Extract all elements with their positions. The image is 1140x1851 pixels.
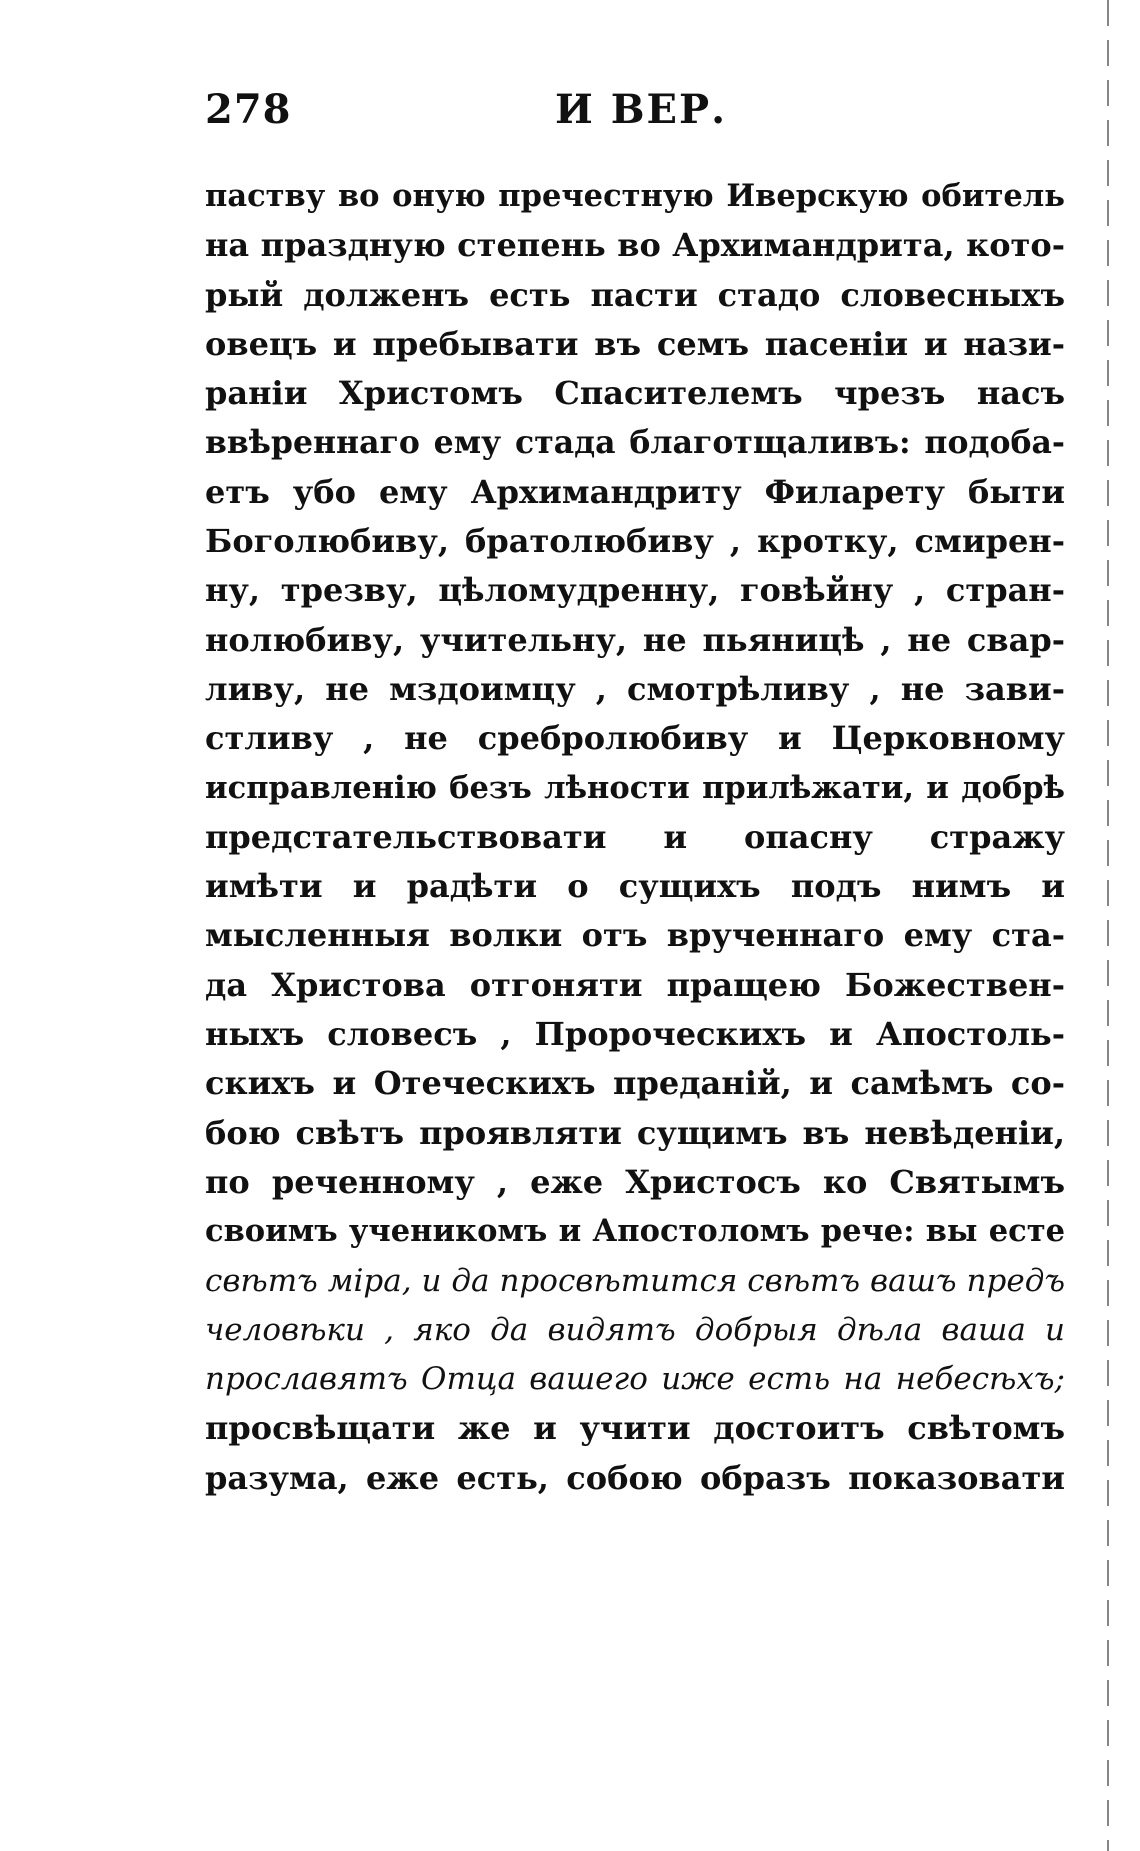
text-line: ввѣреннаго ему стада благотщаливъ: подоба- [205, 424, 1065, 462]
text-line: ну, трезву, цѣломудренну, говѣйну , стран- [205, 571, 1065, 610]
text-line: свѣтъ мiра, и да просвѣтится свѣтъ вашъ предъ [205, 1262, 1065, 1299]
text-line: етъ убо ему Архимандриту Филарету быти [205, 472, 1065, 511]
text-line: мысленныя волки отъ врученнаго ему ста- [205, 916, 1065, 955]
page-edge-shadow [1107, 0, 1109, 1851]
text-line: на праздную степень во Архимандрита, кото- [205, 226, 1065, 265]
text-line: ныхъ словесъ , Пророческихъ и Апостоль- [205, 1015, 1065, 1054]
text-line: исправленiю безъ лѣности прилѣжати, и добрѣ [205, 769, 1065, 806]
text-line: прославятъ Отца вашего иже есть на небесѣхъ; [205, 1361, 1065, 1398]
text-line: скихъ и Отеческихъ преданiй, и самѣмъ со- [205, 1064, 1065, 1103]
text-line: ливу, не мздоимцу , смотрѣливу , не зави- [205, 669, 1065, 708]
running-head: И ВЕР. [555, 86, 728, 133]
text-line: разума, еже есть, собою образъ показовати [205, 1458, 1065, 1497]
text-line: нолюбиву, учительну, не пьяницѣ , не свар- [205, 620, 1065, 659]
text-line: своимъ ученикомъ и Апостоломъ рече: вы есте [205, 1213, 1065, 1250]
page-number: 278 [205, 86, 292, 133]
text-line: имѣти и радѣти о сущихъ подъ нимъ и [205, 867, 1065, 906]
body-text [205, 172, 1065, 1503]
text-line: овецъ и пребывати въ семъ пасенiи и нази- [205, 324, 1065, 363]
text-line: стливу , не сребролюбиву и Церковному [205, 719, 1065, 758]
text-line: Боголюбиву, братолюбиву , кротку, смирен- [205, 522, 1065, 561]
text-line: паству во оную пречестную Иверскую обитель [205, 178, 1065, 214]
text-line: рый долженъ есть пасти стадо словесныхъ [205, 275, 1065, 314]
page-header [205, 86, 1065, 146]
text-line: просвѣщати же и учити достоитъ свѣтомъ [205, 1409, 1065, 1448]
text-line: по реченному , еже Христосъ ко Святымъ [205, 1162, 1065, 1201]
text-line: ранiи Христомъ Спасителемъ чрезъ насъ [205, 374, 1065, 413]
text-line: бою свѣтъ проявляти сущимъ въ невѣденiи, [205, 1113, 1065, 1152]
text-line: предстательствовати и опасну стражу [205, 817, 1065, 856]
text-line: да Христова отгоняти пращею Божествен- [205, 965, 1065, 1004]
text-line: человѣки , яко да видятъ добрыя дѣла ваша и [205, 1311, 1065, 1348]
